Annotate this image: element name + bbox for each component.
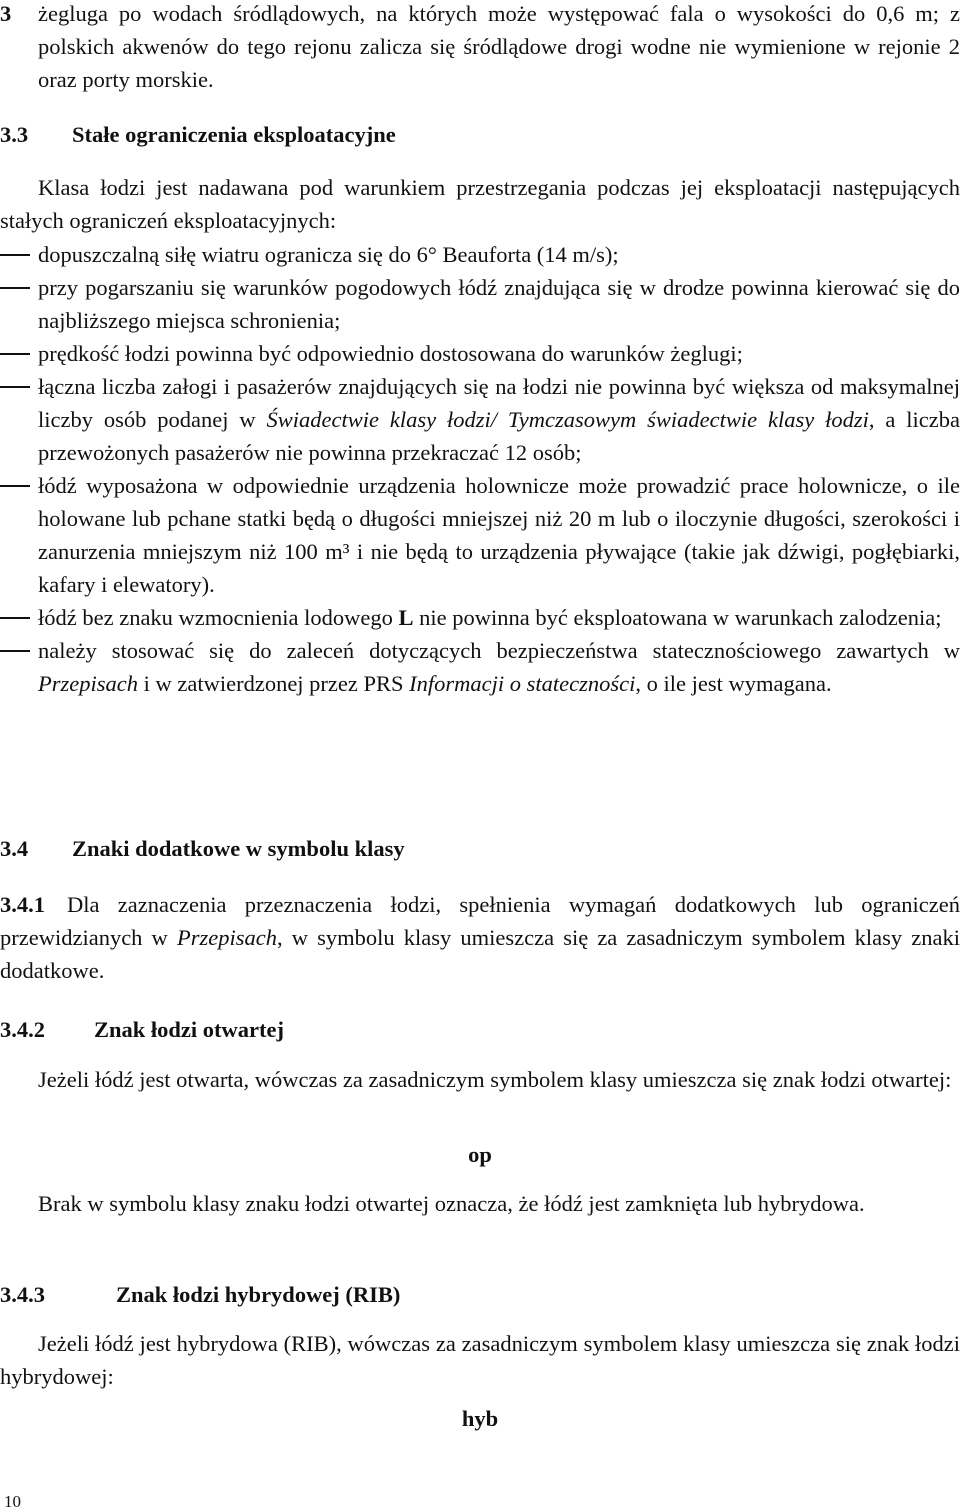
paragraph-text: Jeżeli łódź jest hybrydowa (RIB), wówczas za zasadniczym symbolem klasy umieszcza się znak łodzi hybrydowej: [0, 1331, 960, 1389]
section-heading-3-4 [0, 832, 960, 865]
dash-bullet [0, 485, 30, 487]
list-item-text: przy pogarszaniu się warunków pogodowych łódź znajdująca się w drodze powinna kierować się do najbliższego miejsca schronienia; [38, 275, 960, 333]
dash-bullet [0, 353, 30, 355]
section-heading-3-4-3 [0, 1278, 960, 1311]
section-number: 3.4.2 [0, 1017, 45, 1042]
hybrid-boat-symbol [0, 1402, 960, 1435]
list-item [0, 337, 960, 370]
dash-bullet [0, 386, 30, 388]
paragraph-3-4-1 [0, 888, 960, 987]
list-item-text: , a liczba przewożonych pasażerów nie powinna przekraczać 12 osób; [38, 407, 960, 465]
intro-text: Klasa łodzi jest nadawana pod warunkiem przestrzegania podczas jej eksploatacji następujących stałych ograniczeń eksploatacyjnych: [0, 175, 960, 233]
section-title: Znaki dodatkowe w symbolu klasy [72, 836, 405, 861]
dash-bullet [0, 254, 30, 256]
list-item [0, 370, 960, 469]
section-title: Znak łodzi hybrydowej (RIB) [116, 1282, 401, 1307]
paragraph-hybrid-boat [0, 1327, 960, 1393]
paragraph-text: Dla zaznaczenia przeznaczenia łodzi, spełnienia wymagań dodatkowych lub ograniczeń przewidzianych w [0, 892, 960, 950]
section-number: 3.4 [0, 836, 29, 861]
paragraph-intro [0, 171, 960, 237]
list-item-text: łódź wyposażona w odpowiednie urządzenia holownicze może prowadzić prace holownicze, o ile holowane lub pchane statki będą o długości mniejszej niż 20 m lub o iloczynie długości, szerokości i zanurzenia mniejszym niż 100 m³ i nie będą to urządzenia pływające (takie jak dźwigi, pogłębiarki, kafary i elewatory). [38, 473, 960, 597]
list-item-text: nie powinna być eksploatowana w warunkach zalodzenia; [413, 605, 942, 630]
class-symbol: op [468, 1142, 492, 1167]
paragraph-text: Jeżeli łódź jest otwarta, wówczas za zasadniczym symbolem klasy umieszcza się znak łodzi otwartej: [38, 1067, 952, 1092]
list-item [0, 601, 960, 634]
item-text: żegluga po wodach śródlądowych, na których może występować fala o wysokości do 0,6 m; z polskich akwenów do tego rejonu zalicza się śródlądowe drogi wodne nie wymienione w rejonie 2 oraz porty morskie. [38, 1, 960, 92]
list-item [0, 469, 960, 601]
section-heading-3-3 [0, 118, 960, 151]
list-item [0, 271, 960, 337]
section-number: 3.4.1 [0, 892, 45, 917]
certificate-reference: Świadectwie klasy łodzi/ Tymczasowym świadectwie klasy łodzi [266, 407, 869, 432]
paragraph-open-boat [0, 1063, 960, 1096]
list-item-text: łódź bez znaku wzmocnienia lodowego [38, 605, 399, 630]
section-title: Stałe ograniczenia eksploatacyjne [72, 122, 396, 147]
rules-reference: Przepisach [38, 671, 138, 696]
list-item-text: prędkość łodzi powinna być odpowiednio dostosowana do warunków żeglugi; [38, 341, 743, 366]
item-number: 3 [0, 1, 12, 26]
list-item [0, 238, 960, 271]
open-boat-symbol [0, 1138, 960, 1171]
dash-bullet [0, 650, 30, 652]
list-item [0, 634, 960, 700]
paragraph-text: Brak w symbolu klasy znaku łodzi otwartej oznacza, że łódź jest zamknięta lub hybrydowa. [38, 1191, 865, 1216]
list-item-text: należy stosować się do zaleceń dotyczących bezpieczeństwa statecznościowego zawartych w [38, 638, 960, 663]
stability-info-reference: Informacji o stateczności [409, 671, 636, 696]
list-item-text: i w zatwierdzonej przez PRS [138, 671, 410, 696]
paragraph-open-boat-note [0, 1187, 960, 1220]
dash-bullet [0, 287, 30, 289]
restrictions-list [0, 238, 960, 700]
ice-mark: L [398, 605, 414, 630]
page-number: 10 [4, 1492, 21, 1511]
list-item-text: dopuszczalną siłę wiatru ogranicza się do 6° Beauforta (14 m/s); [38, 242, 619, 267]
section-number: 3.3 [0, 122, 29, 147]
dash-bullet [0, 617, 30, 619]
rules-reference: Przepisach [176, 925, 277, 950]
list-item-3 [0, 0, 960, 96]
section-title: Znak łodzi otwartej [94, 1017, 284, 1042]
class-symbol: hyb [461, 1406, 499, 1431]
paragraph-text: , w symbolu klasy umieszcza się za zasadniczym symbolem klasy znaki dodatkowe. [0, 925, 960, 983]
section-heading-3-4-2 [0, 1013, 960, 1046]
section-number: 3.4.3 [0, 1282, 45, 1307]
list-item-text: , o ile jest wymagana. [635, 671, 832, 696]
list-item-text: łączna liczba załogi i pasażerów znajdujących się na łodzi nie powinna być większa od maksymalnej liczby osób podanej w [38, 374, 960, 432]
